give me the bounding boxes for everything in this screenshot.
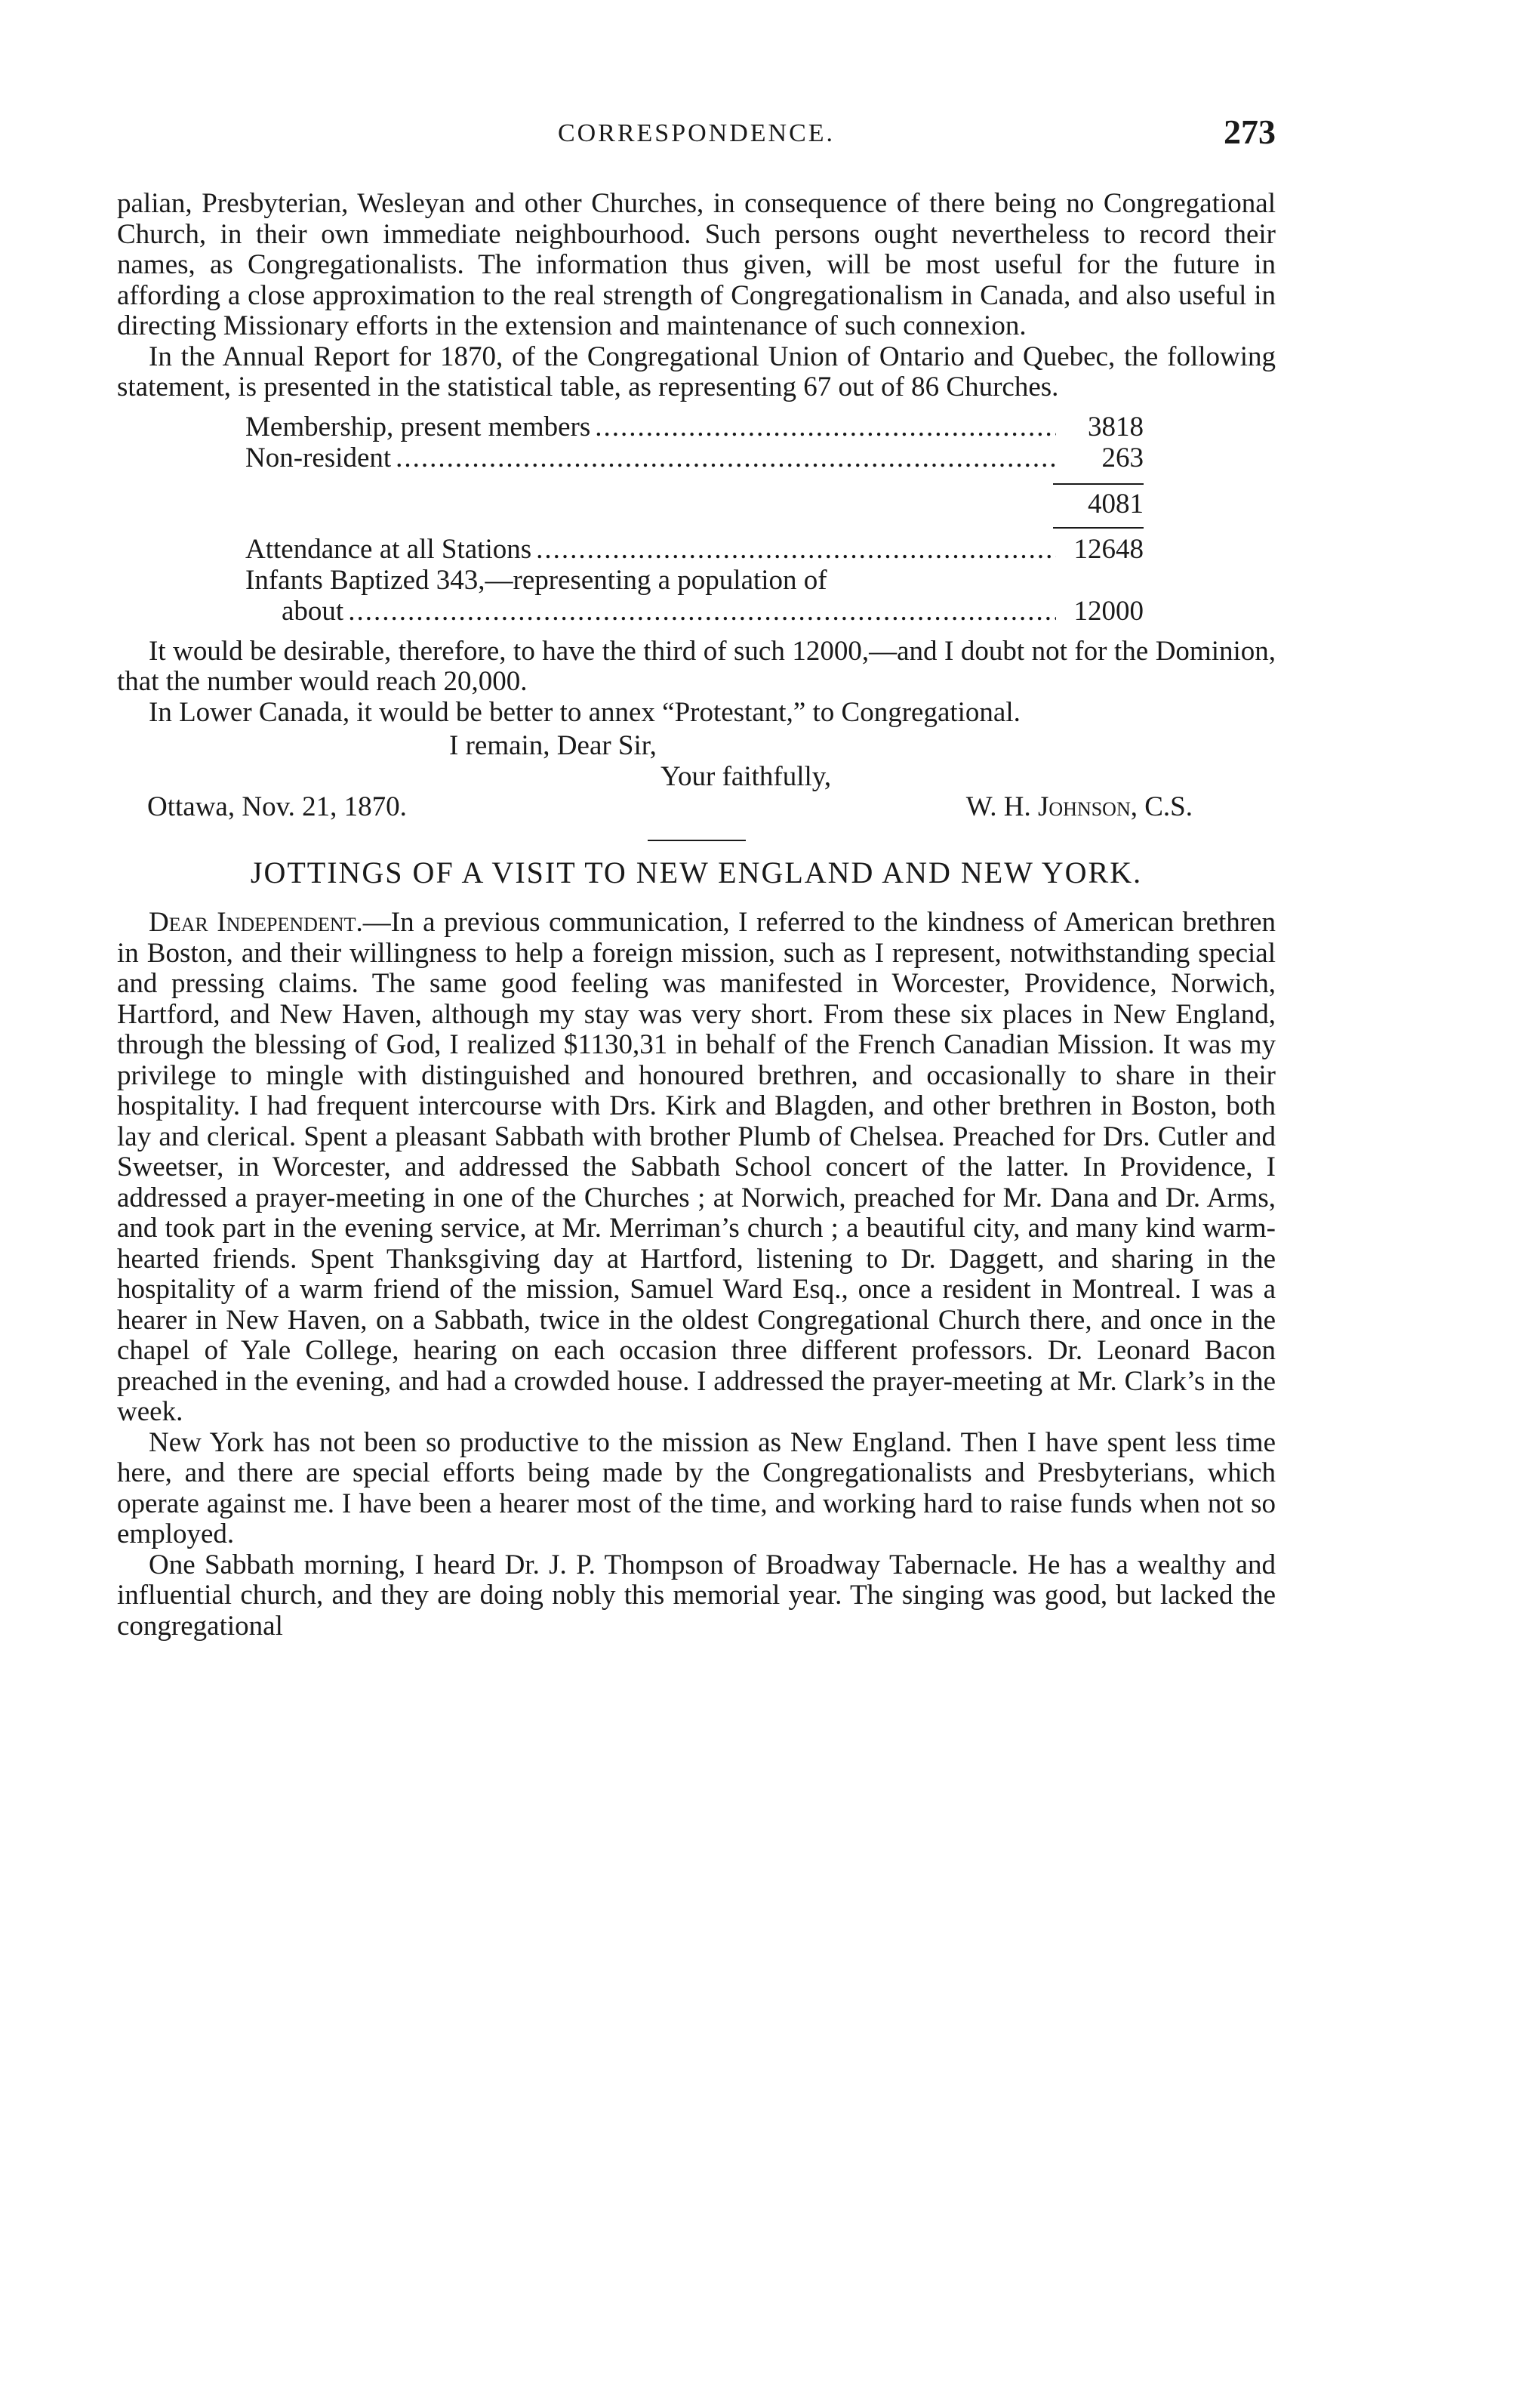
stat-value: 12000	[1073, 595, 1144, 627]
stat-row-infants	[245, 566, 1144, 597]
closing-remain: I remain, Dear Sir,	[449, 730, 657, 761]
leader-dots	[595, 412, 1056, 443]
running-title: CORRESPONDENCE.	[557, 119, 836, 147]
stat-label: about	[282, 595, 344, 627]
intro-paragraph-1: palian, Presbyterian, Wesleyan and other Churches, in consequence of there being no Congregational Church, in their own immediate neighbourhood. Such persons ought nevertheless to record their names, as Congregationalists. The information thus given, will be most useful for the future in affording a close approximation to the real strength of Congregationalism in Canada, and also useful in directing Missionary efforts in the extension and maintenance of such connexion.	[117, 188, 1276, 341]
intro-paragraph-2: In the Annual Report for 1870, of the Congregational Union of Ontario and Quebec, the following statement, is presented in the statistical table, as representing 67 out of 86 Churches.	[117, 341, 1276, 402]
page-number: 273	[1224, 113, 1276, 151]
stat-total: 4081	[1088, 488, 1144, 520]
stat-row-nonresident	[245, 443, 1144, 474]
text-column	[117, 189, 1276, 1642]
stat-row-membership	[245, 412, 1144, 443]
letter-closing	[117, 731, 1276, 823]
stat-value: 263	[1101, 442, 1144, 473]
article-title: JOTTINGS OF A VISIT TO NEW ENGLAND AND NEW YORK.	[250, 855, 1143, 890]
stat-label: Non-resident	[245, 442, 392, 473]
place-date: Ottawa, Nov. 21, 1870.	[147, 791, 407, 822]
signature: W. H. Johnson, C.S.	[965, 791, 1193, 822]
running-header	[117, 112, 1276, 157]
leader-dots	[536, 535, 1056, 566]
closing-faithfully: Your faithfully,	[660, 760, 832, 792]
salutation: Dear Independent.	[149, 907, 363, 938]
stat-value: 3818	[1088, 411, 1144, 442]
stat-value: 12648	[1073, 533, 1144, 565]
body-paragraph-3: It would be desirable, therefore, to have the third of such 12000,—and I doubt not for the Dominion, that the number would reach 20,000.	[117, 635, 1276, 697]
stat-label: Infants Baptized 343,—representing a population of	[245, 564, 827, 596]
leader-dots	[348, 597, 1056, 627]
body-paragraph-4: In Lower Canada, it would be better to annex “Protestant,” to Congregational.	[149, 696, 1021, 728]
statistics-table	[245, 412, 1144, 627]
stat-label: Attendance at all Stations	[245, 533, 532, 565]
section-divider	[648, 840, 746, 841]
leader-dots	[396, 443, 1056, 474]
article-paragraph-3: One Sabbath morning, I heard Dr. J. P. Thompson of Broadway Tabernacle. He has a wealthy and influential church, and they are doing nobly this memorial year. The singing was good, but lacked the congregational	[117, 1549, 1276, 1642]
article-paragraph-2: New York has not been so productive to the mission as New England. Then I have spent less time here, and there are special efforts being made by the Congregationalists and Presbyterians, which operate against me. I have been a hearer most of the time, and working hard to raise funds when not so employed.	[117, 1426, 1276, 1549]
stat-label: Membership, present members	[245, 411, 591, 442]
signature-row	[117, 792, 1276, 823]
sum-rule	[1053, 527, 1144, 529]
article-paragraph-1-text: —In a previous communication, I referred to the kindness of American brethren in Boston, and their willingness to help a foreign mission, such as I represent, notwithstanding special and pressing claims. The same good feeling was manifested in Worcester, Providence, Norwich, Hartford, and New Haven, although my stay was very short. From these six places in New England, through the blessing of God, I realized $1130,31 in behalf of the French Canadian Mission. It was my privilege to mingle with distinguished and honoured brethren, and occasionally to share in their hospitality. I had frequent intercourse with Drs. Kirk and Blagden, and other brethren in Boston, both lay and clerical. Spent a pleasant Sabbath with brother Plumb of Chelsea. Preached for Drs. Cutler and Sweetser, in Worcester, and addressed the Sabbath School concert of the latter. In Providence, I addressed a prayer-meeting in one of the Churches ; at Norwich, preached for Mr. Dana and Dr. Arms, and took part in the evening service, at Mr. Merriman’s church ; a beautiful city, and many kind warm-hearted friends. Spent Thanksgiving day at Hartford, listening to Dr. Daggett, and sharing in the hospitality of a warm friend of the mission, Samuel Ward Esq., once a resident in Montreal. I was a hearer in New Haven, on a Sabbath, twice in the oldest Congregational Church there, and once in the chapel of Yale College, hearing on each occasion three different professors. Dr. Leonard Bacon preached in the evening, and had a crowded house. I addressed the prayer-meeting at Mr. Clark’s in the week.	[117, 907, 1276, 1427]
stat-row-attendance	[245, 535, 1144, 566]
article-paragraph-1	[117, 908, 1276, 1428]
stat-row-about	[245, 597, 1144, 627]
